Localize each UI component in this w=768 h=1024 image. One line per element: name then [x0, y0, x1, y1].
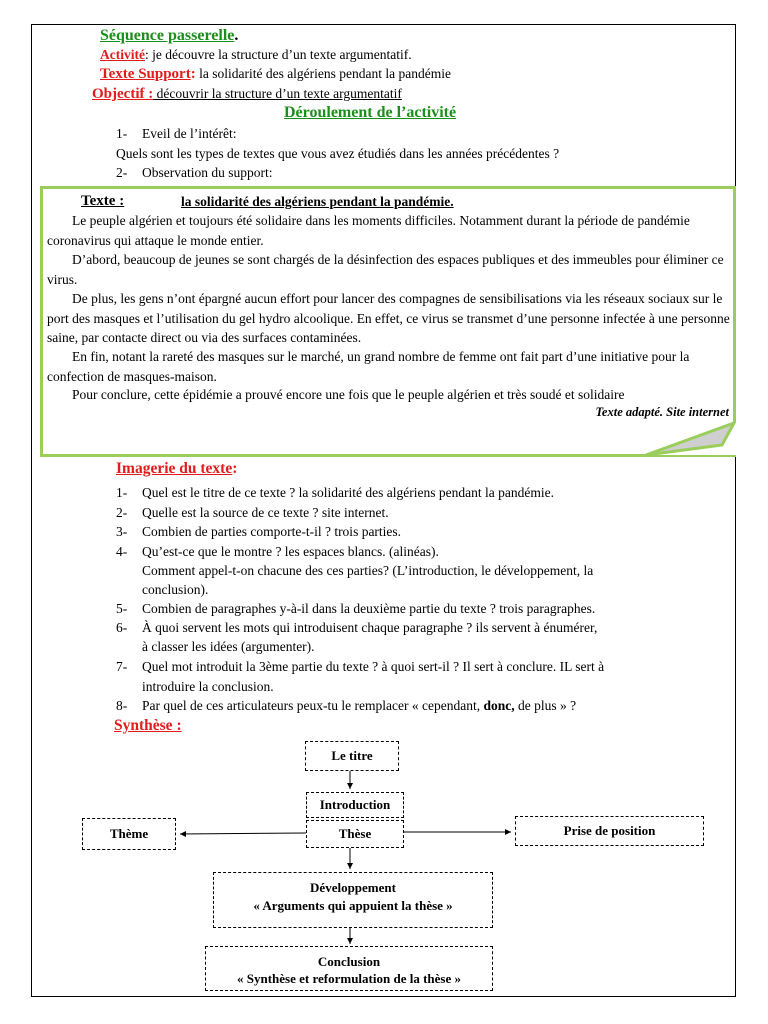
synthese-heading: Synthèse :: [114, 717, 182, 734]
step-1-num: 1-: [116, 126, 128, 141]
objective-text: découvrir la structure d’un texte argumentatif: [153, 86, 402, 101]
dev-line-2: « Arguments qui appuient la thèse »: [253, 898, 453, 913]
q7: 7- Quel mot introduit la 3ème partie du texte ? à quoi sert-il ? Il sert à conclure. IL sert à: [116, 659, 605, 674]
activity-label: Activité: [100, 47, 145, 62]
q4-line3: conclusion).: [142, 582, 209, 597]
paragraph-2: D’abord, beaucoup de jeunes se sont chargés de la désinfection des espaces publiques et des immeubles pour éliminer ce virus.: [47, 252, 724, 287]
paragraph-4: En fin, notant la rareté des masques sur le marché, un grand nombre de femme ont fait part d’une initiative pour la confection de masques-maison.: [47, 349, 690, 384]
q1: 1- Quel est le titre de ce texte ? la solidarité des algériens pendant la pandémie.: [116, 485, 554, 500]
box-conclusion: [205, 946, 493, 991]
box-introduction: Introduction: [306, 792, 404, 818]
step-1-text: Eveil de l’intérêt:: [142, 126, 237, 141]
box-developpement: [213, 872, 493, 928]
step-2-num: 2-: [116, 165, 128, 180]
box-prise-de-position: Prise de position: [515, 816, 704, 846]
q8: 8- Par quel de ces articulateurs peux-tu le remplacer « cependant, donc, de plus » ?: [116, 698, 577, 713]
objective-label: Objectif :: [92, 86, 154, 102]
sequence-label: Séquence passerelle: [100, 27, 235, 44]
q6-line2: à classer les idées (argumenter).: [142, 639, 315, 654]
box-theme: Thème: [82, 818, 176, 850]
support-colon: :: [190, 66, 196, 82]
text-source: Texte adapté. Site internet: [595, 405, 729, 419]
step-2-text: Observation du support:: [142, 165, 273, 180]
sequence-dot: .: [234, 27, 239, 44]
q4-line2: Comment appel-t-on chacune des ces parties? (L’introduction, le développement, la: [142, 563, 594, 578]
conc-line-1: Conclusion: [317, 954, 381, 969]
box-titre: Le titre: [305, 741, 399, 771]
q7-line2: introduire la conclusion.: [142, 679, 274, 694]
q3: 3- Combien de parties comporte-t-il ? trois parties.: [116, 524, 402, 539]
box-these: Thèse: [306, 820, 404, 848]
conc-line-2: « Synthèse et reformulation de la thèse »: [237, 971, 461, 986]
dev-line-1: Développement: [310, 880, 396, 895]
support-text: la solidarité des algériens pendant la pandémie: [195, 66, 451, 81]
q2: 2- Quelle est la source de ce texte ? site internet.: [116, 505, 389, 520]
q6: 6- À quoi servent les mots qui introduisent chaque paragraphe ? ils servent à énumérer,: [116, 620, 598, 635]
paragraph-5: Pour conclure, cette épidémie a prouvé encore une fois que le peuple algérien et très soudé et solidaire: [72, 387, 625, 402]
support-label: Texte Support: [100, 66, 191, 82]
paragraph-3: De plus, les gens n’ont épargné aucun effort pour lancer des compagnes de sensibilisations via les réseaux sociaux sur le port des masques et l’utilisation du gel hydro alcoolique. En effet, ce virus se transmet d’une personne infectée à une personne saine, par contacte direct ou via des surfaces contaminées.: [47, 291, 730, 345]
imagerie-heading: Imagerie du texte:: [116, 460, 238, 477]
deroulement-heading: Déroulement de l’activité: [284, 104, 457, 121]
paragraph-1: Le peuple algérien et toujours été solidaire dans les moments difficiles. Notamment durant la période de pandémie coronavirus qui attaque le monde entier.: [47, 213, 690, 248]
question-types: Quels sont les types de textes que vous avez étudiés dans les années précédentes ?: [116, 146, 560, 161]
q4: 4- Qu’est-ce que le montre ? les espaces blancs. (alinéas).: [116, 544, 439, 559]
q5: 5- Combien de paragraphes y-à-il dans la deuxième partie du texte ? trois paragraphes.: [116, 601, 596, 616]
text-title: la solidarité des algériens pendant la pandémie.: [181, 194, 454, 209]
activity-text: : je découvre la structure d’un texte argumentatif.: [144, 47, 412, 62]
text-label: Texte :: [81, 193, 125, 209]
